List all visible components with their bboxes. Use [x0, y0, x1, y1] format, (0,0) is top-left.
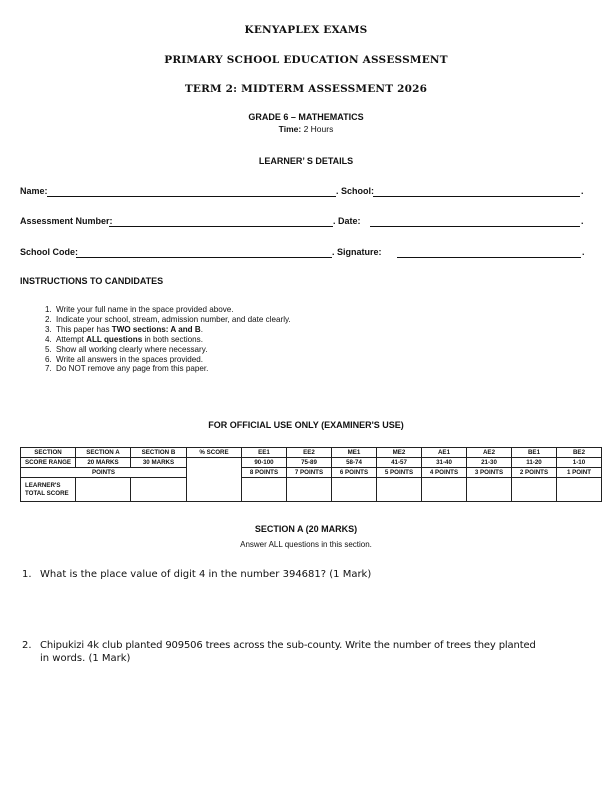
assessment-number-field[interactable] — [109, 226, 333, 227]
instruction-item: 6. Write all answers in the spaces provided. — [54, 355, 291, 365]
section-a-title: SECTION A (20 MARKS) — [254, 524, 358, 534]
section-header: SECTION — [21, 448, 76, 458]
question-text: What is the place value of digit 4 in the number 394681? (1 Mark) — [40, 569, 372, 580]
level-range: 1-10 — [557, 458, 602, 468]
level-points: 1 POINT — [557, 468, 602, 478]
section-b-score-cell[interactable] — [131, 478, 187, 502]
learner-details-heading: LEARNER’ S DETAILS — [258, 156, 354, 166]
points-label: POINTS — [21, 468, 187, 478]
signature-row-end: . — [582, 247, 585, 257]
level-range: 21-30 — [467, 458, 512, 468]
name-label: Name: — [20, 186, 48, 196]
question-number: 2. — [22, 640, 32, 651]
question-text: Chipukizi 4k club planted 909506 trees across the sub-county. Write the number of trees they planted — [40, 640, 536, 651]
score-table — [20, 447, 602, 502]
signature-field[interactable] — [397, 257, 581, 258]
section-a-subtitle: Answer ALL questions in this section. — [240, 540, 372, 549]
level-points: 8 POINTS — [242, 468, 287, 478]
instruction-item: 5. Show all working clearly where necessary. — [54, 345, 291, 355]
level-points: 4 POINTS — [422, 468, 467, 478]
time-value: 2 Hours — [301, 124, 334, 134]
section-a-score-cell[interactable] — [76, 478, 131, 502]
score-cell[interactable] — [557, 478, 602, 502]
level-code: ME2 — [377, 448, 422, 458]
level-range: 75-89 — [287, 458, 332, 468]
level-range: 41-57 — [377, 458, 422, 468]
score-cell[interactable] — [512, 478, 557, 502]
section-b-header: SECTION B — [131, 448, 187, 458]
assessment-title: PRIMARY SCHOOL EDUCATION ASSESSMENT — [164, 54, 448, 66]
learner-total-label: LEARNER'S TOTAL SCORE — [21, 478, 76, 502]
exam-time — [0, 124, 612, 134]
school-field[interactable] — [373, 196, 580, 197]
level-code: AE2 — [467, 448, 512, 458]
table-row — [21, 478, 602, 502]
percent-score-header: % SCORE — [187, 448, 242, 458]
school-code-field[interactable] — [76, 257, 332, 258]
instruction-item: 7. Do NOT remove any page from this paper. — [54, 364, 291, 374]
grade-subject: GRADE 6 – MATHEMATICS — [248, 112, 364, 122]
marks-b: 30 MARKS — [131, 458, 187, 468]
level-points: 5 POINTS — [377, 468, 422, 478]
instructions-heading: INSTRUCTIONS TO CANDIDATES — [20, 276, 164, 286]
score-cell[interactable] — [287, 478, 332, 502]
time-label: Time: — [278, 124, 302, 134]
instruction-item: 3. This paper has TWO sections: A and B. — [54, 325, 291, 335]
level-code: ME1 — [332, 448, 377, 458]
level-range: 11-20 — [512, 458, 557, 468]
name-field[interactable] — [47, 196, 336, 197]
score-cell[interactable] — [242, 478, 287, 502]
level-code: EE1 — [242, 448, 287, 458]
date-field[interactable] — [370, 226, 580, 227]
score-cell[interactable] — [377, 478, 422, 502]
section-a-header: SECTION A — [76, 448, 131, 458]
instruction-item: 2. Indicate your school, stream, admission number, and date clearly. — [54, 315, 291, 325]
score-cell[interactable] — [332, 478, 377, 502]
level-code: AE1 — [422, 448, 467, 458]
question-number: 1. — [22, 569, 32, 580]
instruction-item: 4. Attempt ALL questions in both sections. — [54, 335, 291, 345]
level-code: BE2 — [557, 448, 602, 458]
marks-a: 20 MARKS — [76, 458, 131, 468]
score-range-label: SCORE RANGE — [21, 458, 76, 468]
date-row-end: . — [581, 216, 584, 226]
level-range: 31-40 — [422, 458, 467, 468]
percent-score-cell[interactable] — [187, 458, 242, 502]
score-cell[interactable] — [467, 478, 512, 502]
official-use-heading: FOR OFFICIAL USE ONLY (EXAMINER'S USE) — [208, 420, 404, 430]
score-cell[interactable] — [422, 478, 467, 502]
instructions-list — [36, 305, 291, 374]
table-row — [21, 458, 602, 468]
level-points: 6 POINTS — [332, 468, 377, 478]
instruction-item: 1. Write your full name in the space provided above. — [54, 305, 291, 315]
assessment-number-label: Assessment Number: — [20, 216, 113, 226]
question-text-continued: in words. (1 Mark) — [40, 653, 131, 664]
school-row-end: . — [581, 186, 584, 196]
level-points: 3 POINTS — [467, 468, 512, 478]
org-title: KENYAPLEX EXAMS — [244, 24, 368, 36]
level-range: 90-100 — [242, 458, 287, 468]
school-label: . School: — [336, 186, 374, 196]
level-points: 2 POINTS — [512, 468, 557, 478]
term-title: TERM 2: MIDTERM ASSESSMENT 2026 — [184, 83, 428, 95]
level-range: 58-74 — [332, 458, 377, 468]
level-points: 7 POINTS — [287, 468, 332, 478]
signature-label: . Signature: — [332, 247, 382, 257]
level-code: BE1 — [512, 448, 557, 458]
table-row — [21, 468, 602, 478]
table-row — [21, 448, 602, 458]
level-code: EE2 — [287, 448, 332, 458]
date-label: . Date: — [333, 216, 361, 226]
school-code-label: School Code: — [20, 247, 78, 257]
